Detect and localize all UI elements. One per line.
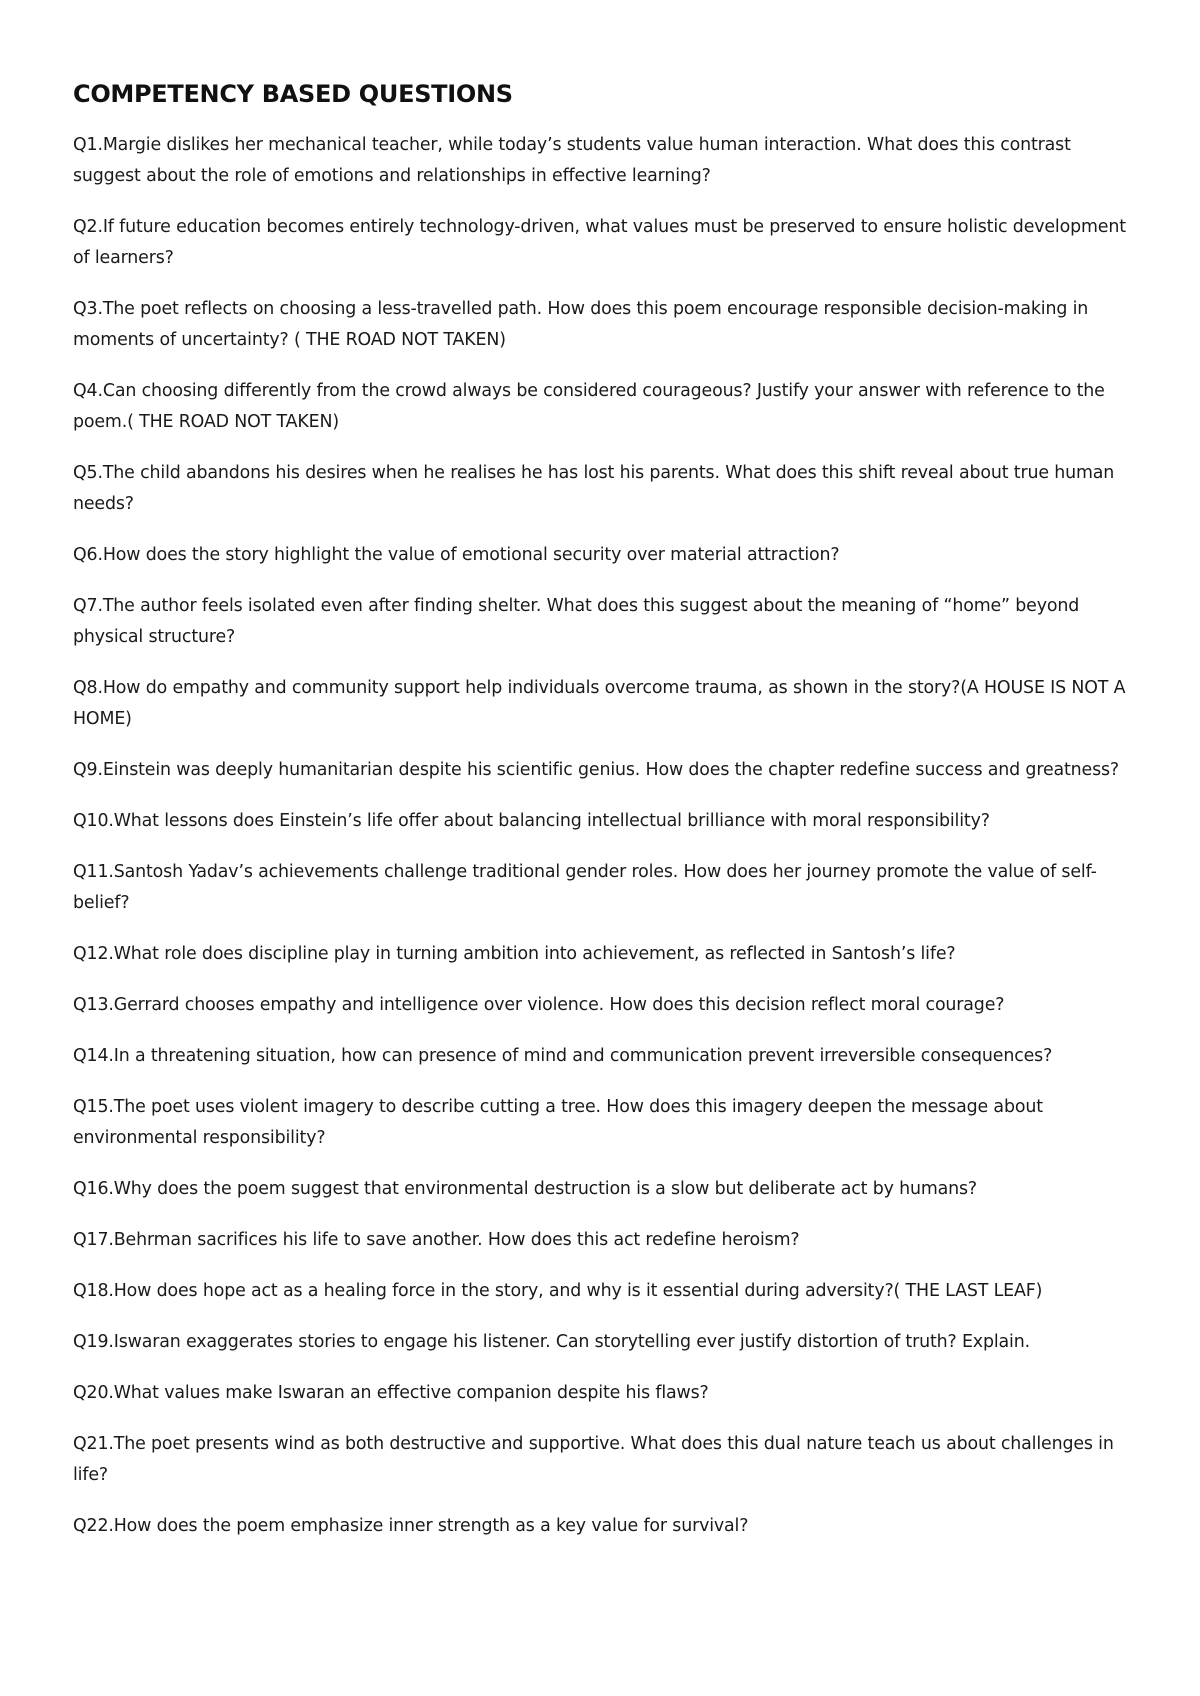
question-2: Q2.If future education becomes entirely technology-driven, what values must be preserved to ensure holistic development of learners? xyxy=(73,217,1126,268)
page-title: COMPETENCY BASED QUESTIONS xyxy=(73,80,513,108)
question-3: Q3.The poet reflects on choosing a less-travelled path. How does this poem encourage responsible decision-making in moments of uncertainty? ( THE ROAD NOT TAKEN) xyxy=(73,299,1089,350)
question-5: Q5.The child abandons his desires when he realises he has lost his parents. What does this shift reveal about true human needs? xyxy=(73,463,1115,514)
question-16: Q16.Why does the poem suggest that environmental destruction is a slow but deliberate act by humans? xyxy=(73,1179,978,1199)
question-10: Q10.What lessons does Einstein’s life offer about balancing intellectual brilliance with moral responsibility? xyxy=(73,811,990,831)
question-1: Q1.Margie dislikes her mechanical teacher, while today’s students value human interaction. What does this contrast suggest about the role of emotions and relationships in effective learning? xyxy=(73,135,1071,186)
question-13: Q13.Gerrard chooses empathy and intelligence over violence. How does this decision reflect moral courage? xyxy=(73,995,1005,1015)
question-18: Q18.How does hope act as a healing force in the story, and why is it essential during adversity?( THE LAST LEAF) xyxy=(73,1281,1043,1301)
question-list xyxy=(73,130,1140,1542)
question-15: Q15.The poet uses violent imagery to describe cutting a tree. How does this imagery deepen the message about environmental responsibility? xyxy=(73,1097,1043,1148)
question-21: Q21.The poet presents wind as both destructive and supportive. What does this dual nature teach us about challenges in life? xyxy=(73,1434,1114,1485)
question-11: Q11.Santosh Yadav’s achievements challenge traditional gender roles. How does her journey promote the value of self-belief? xyxy=(73,862,1097,913)
question-17: Q17.Behrman sacrifices his life to save another. How does this act redefine heroism? xyxy=(73,1230,800,1250)
question-9: Q9.Einstein was deeply humanitarian despite his scientific genius. How does the chapter redefine success and greatness? xyxy=(73,760,1119,780)
question-20: Q20.What values make Iswaran an effective companion despite his flaws? xyxy=(73,1383,709,1403)
question-8: Q8.How do empathy and community support help individuals overcome trauma, as shown in the story?(A HOUSE IS NOT A HOME) xyxy=(73,678,1126,729)
question-12: Q12.What role does discipline play in turning ambition into achievement, as reflected in Santosh’s life? xyxy=(73,944,956,964)
question-14: Q14.In a threatening situation, how can presence of mind and communication prevent irreversible consequences? xyxy=(73,1046,1053,1066)
question-22: Q22.How does the poem emphasize inner strength as a key value for survival? xyxy=(73,1516,749,1536)
question-7: Q7.The author feels isolated even after finding shelter. What does this suggest about the meaning of “home” beyond physical structure? xyxy=(73,596,1080,647)
question-19: Q19.Iswaran exaggerates stories to engage his listener. Can storytelling ever justify distortion of truth? Explain. xyxy=(73,1332,1030,1352)
question-6: Q6.How does the story highlight the value of emotional security over material attraction? xyxy=(73,545,840,565)
question-4: Q4.Can choosing differently from the crowd always be considered courageous? Justify your answer with reference to the poem.( THE ROAD NOT TAKEN) xyxy=(73,381,1105,432)
